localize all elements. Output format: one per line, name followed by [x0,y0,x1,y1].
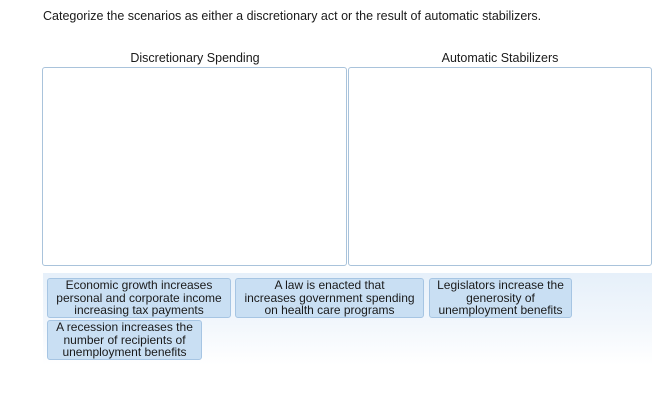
column-header-discretionary: Discretionary Spending [130,51,260,65]
scenario-chip-unemployment-generosity[interactable] [429,278,572,318]
scenario-chip-label: Economic growth increases personal and corporate income increasing tax payments [56,278,222,318]
instructions-text: Categorize the scenarios as either a discretionary act or the result of automatic stabilizers. [43,9,542,23]
scenario-chip-label: A recession increases the number of recipients of unemployment benefits [56,320,193,360]
scenario-chip-label: A law is enacted that increases government spending on health care programs [244,278,415,318]
column-header-automatic: Automatic Stabilizers [441,51,559,65]
scenario-chip-health-care-law[interactable] [235,278,424,318]
scenario-chip-label: Legislators increase the generosity of unemployment benefits [437,278,564,318]
drop-zone-discretionary[interactable] [42,67,347,266]
scenario-chip-economic-growth[interactable] [47,278,231,318]
drop-zone-automatic[interactable] [348,67,652,266]
scenario-chip-recession-recipients[interactable] [47,320,202,360]
